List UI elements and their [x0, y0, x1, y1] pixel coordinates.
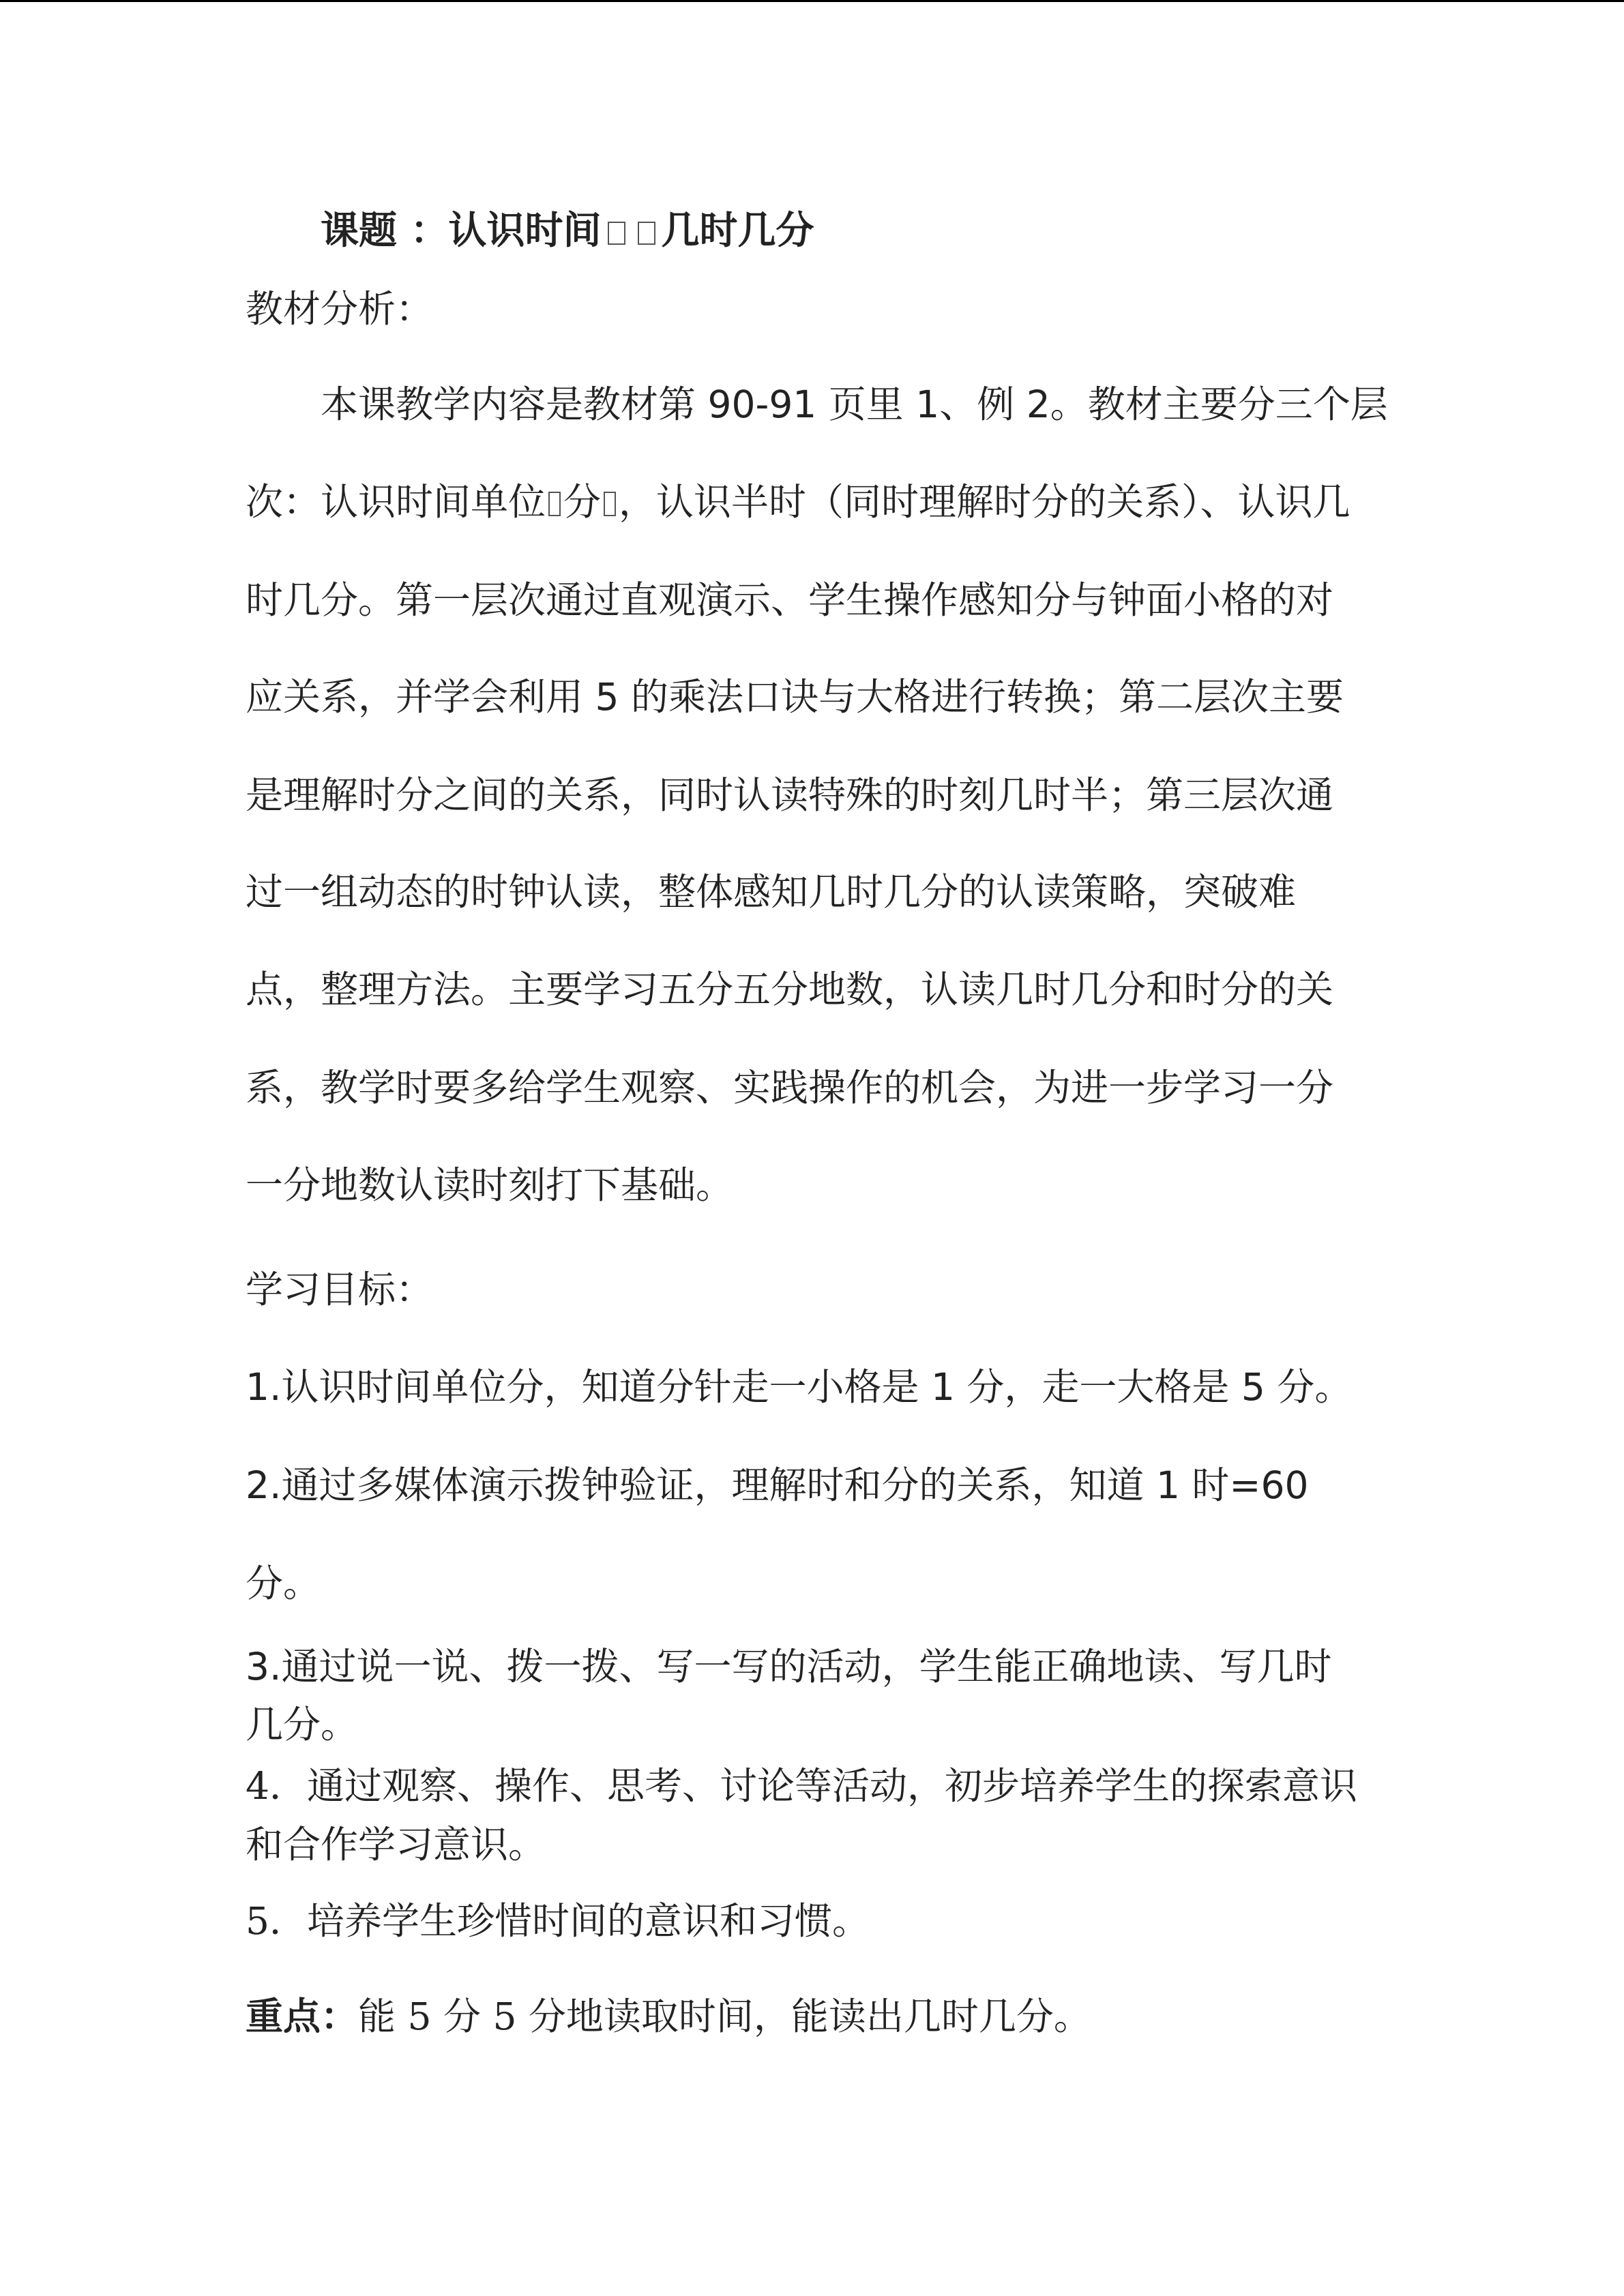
analysis-line: 点，整理方法。主要学习五分五分地数，认读几时几分和时分的关 [246, 968, 1334, 1011]
objective-item-4: 4．通过观察、操作、思考、讨论等活动，初步培养学生的探索意识 [246, 1764, 1357, 1808]
analysis-line2-part-c: ，认识半时（同时理解时分的关系）、认识几 [619, 480, 1350, 524]
objectives-heading: 学习目标： [246, 1268, 434, 1311]
analysis-line2-part-a: 次：认识时间单位 [246, 480, 546, 524]
analysis-line: 一分地数认读时刻打下基础。 [246, 1163, 734, 1207]
analysis-line: 本课教学内容是教材第 90-91 页里 1、例 2。教材主要分三个层 [321, 383, 1388, 426]
key-point [246, 1993, 1391, 2040]
key-point-text: 能 5 分 5 分地读取时间，能读出几时几分。 [358, 1995, 1091, 2038]
missing-glyph-box [604, 492, 616, 516]
title-prefix: 课题 ：认识时间 [321, 209, 602, 253]
missing-glyph-box [608, 222, 625, 245]
objective-item-3: 3.通过说一说、拨一拨、写一写的活动，学生能正确地读、写几时 [246, 1645, 1332, 1688]
key-point-label: 重点： [246, 1995, 359, 2038]
objective-item-5: 5．培养学生珍惜时间的意识和习惯。 [246, 1899, 870, 1943]
lesson-title [321, 207, 1466, 255]
objective-item-2: 2.通过多媒体演示拨钟验证，理解时和分的关系，知道 1 时=60 [246, 1463, 1309, 1507]
analysis-line: 是理解时分之间的关系，同时认读特殊的时刻几时半；第三层次通 [246, 773, 1334, 817]
objective-item-4-cont: 和合作学习意识。 [246, 1823, 546, 1866]
title-suffix: 几时几分 [661, 209, 814, 253]
objective-item-1: 1.认识时间单位分，知道分针走一小格是 1 分，走一大格是 5 分。 [246, 1365, 1353, 1409]
missing-glyph-box [548, 492, 561, 516]
missing-glyph-box [638, 222, 655, 245]
objective-item-2-cont: 分。 [246, 1562, 321, 1605]
analysis-line2-part-b: 分 [563, 480, 602, 524]
analysis-line [246, 478, 1391, 526]
objective-item-3-cont: 几分。 [246, 1703, 359, 1746]
analysis-line: 应关系，并学会利用 5 的乘法口诀与大格进行转换；第二层次主要 [246, 675, 1344, 719]
analysis-line: 系，教学时要多给学生观察、实践操作的机会，为进一步学习一分 [246, 1066, 1334, 1109]
analysis-heading: 教材分析： [246, 287, 434, 331]
analysis-line: 过一组动态的时钟认读，整体感知几时几分的认读策略，突破难 [246, 870, 1297, 914]
analysis-line: 时几分。第一层次通过直观演示、学生操作感知分与钟面小格的对 [246, 578, 1334, 622]
